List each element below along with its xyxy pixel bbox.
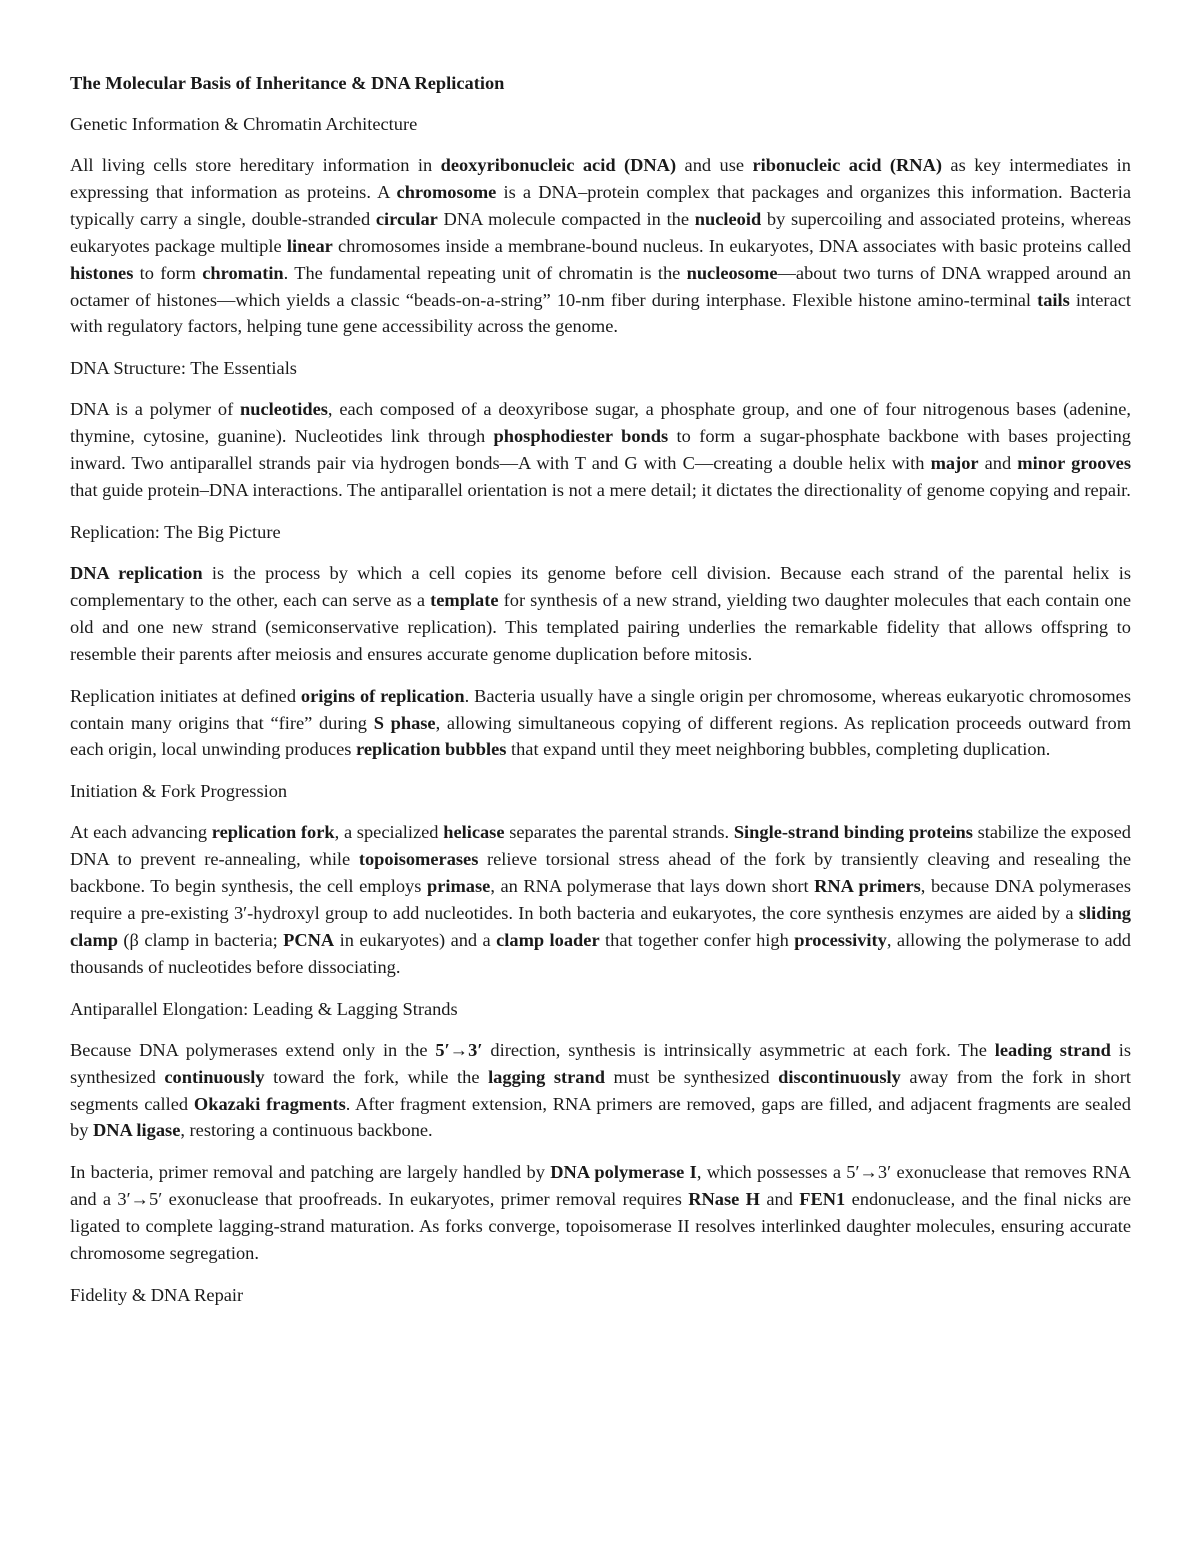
bold-term: Single-strand binding proteins — [733, 822, 973, 843]
text-run: In bacteria, primer removal and patching are largely handled by — [70, 1162, 551, 1183]
bold-term: replication bubbles — [356, 739, 507, 760]
text-run: —about two turns of DNA wrapped around an octamer of histones—which yields a classic “beads-on-a-string” 10-nm fiber during interphase. Flexible histone amino-terminal — [70, 262, 1131, 310]
bold-term: helicase — [443, 822, 505, 843]
bold-term: chromosome — [396, 181, 497, 202]
bold-term: ribonucleic acid (RNA) — [752, 155, 942, 175]
text-run: is the process by which a cell copies its genome before cell division. Because each strand of the parental helix is complementary to the other, each can serve as a — [70, 562, 1131, 610]
bold-term: template — [430, 589, 499, 610]
document-title: The Molecular Basis of Inheritance & DNA Replication — [70, 73, 505, 93]
section-heading: Replication: The Big Picture — [70, 521, 281, 542]
bold-term: RNase H — [688, 1189, 760, 1210]
text-run: that guide protein–DNA interactions. The antiparallel orientation is not a mere detail; it dictates the directionality of genome copying and repair. — [70, 480, 1131, 501]
bold-term: nucleosome — [686, 262, 778, 283]
bold-term: processivity — [794, 929, 887, 950]
text-run: , which possesses a 5′→3′ exonuclease that removes RNA and a 3′→5′ exonuclease that proofreads. In eukaryotes, primer removal requires — [70, 1162, 1131, 1210]
text-run: Replication initiates at defined — [70, 685, 301, 706]
bold-term: FEN1 — [799, 1189, 846, 1210]
bold-term: circular — [375, 208, 438, 229]
text-run: endonuclease, and the final nicks are ligated to complete lagging-strand maturation. As forks converge, topoisomerase II resolves interlinked daughter molecules, ensuring accurate chromosome segregation. — [70, 1189, 1132, 1264]
text-run: relieve torsional stress ahead of the fork by transiently cleaving and resealing the backbone. To begin synthesis, the cell employs — [70, 849, 1131, 897]
section-heading: Antiparallel Elongation: Leading & Lagging Strands — [70, 998, 458, 1019]
text-run: and — [759, 1189, 800, 1210]
text-run: away from the fork in short segments called — [70, 1066, 1131, 1114]
section-heading: Fidelity & DNA Repair — [70, 1285, 244, 1305]
bold-term: 5′→3′ — [435, 1039, 483, 1060]
text-run: . The fundamental repeating unit of chromatin is the — [283, 262, 687, 283]
text-run: and use — [676, 155, 753, 175]
bold-term: S phase — [373, 712, 436, 733]
document-body — [70, 111, 1131, 1308]
text-run: to form — [133, 262, 203, 283]
bold-term: continuously — [164, 1066, 265, 1087]
bold-term: minor grooves — [1017, 453, 1131, 474]
bold-term: PCNA — [283, 929, 335, 950]
text-run: DNA is a polymer of — [70, 399, 241, 420]
bold-term: primase — [426, 876, 491, 897]
bold-term: discontinuously — [778, 1066, 901, 1087]
text-run: , allowing the polymerase to add thousands of nucleotides before dissociating. — [70, 929, 1132, 977]
bold-term: RNA primers — [814, 876, 921, 897]
bold-term: nucleoid — [694, 208, 762, 229]
bold-term: linear — [286, 235, 333, 256]
bold-term: histones — [70, 262, 134, 283]
text-run: stabilize the exposed DNA to prevent re-annealing, while — [70, 822, 1131, 870]
text-run: . After fragment extension, RNA primers are removed, gaps are filled, and adjacent fragments are sealed by — [70, 1093, 1131, 1141]
bold-term: clamp loader — [496, 929, 600, 950]
body-paragraph — [70, 152, 1131, 340]
text-run: Because DNA polymerases extend only in the — [70, 1039, 436, 1060]
text-run: must be synthesized — [604, 1066, 779, 1087]
bold-term: leading strand — [994, 1039, 1111, 1060]
text-run: for synthesis of a new strand, yielding two daughter molecules that each contain one old and one new strand (semiconservative replication). This templated pairing underlies the remarkable fidelity that allows offspring to resemble their parents after meiosis and ensures accurate genome duplication before mitosis. — [70, 589, 1132, 664]
bold-term: chromatin — [202, 262, 284, 283]
body-paragraph — [70, 1037, 1131, 1145]
text-run: . Bacteria usually have a single origin per chromosome, whereas eukaryotic chromosomes contain many origins that “fire” during — [70, 685, 1132, 733]
bold-term: deoxyribonucleic acid (DNA) — [440, 155, 677, 175]
text-run: , an RNA polymerase that lays down short — [490, 876, 815, 897]
bold-term: replication fork — [211, 822, 335, 843]
text-run: by supercoiling and associated proteins, whereas eukaryotes package multiple — [70, 208, 1131, 256]
text-run: chromosomes inside a membrane-bound nucleus. In eukaryotes, DNA associates with basic proteins called — [332, 235, 1131, 256]
text-run: separates the parental strands. — [504, 822, 734, 843]
section-heading: Initiation & Fork Progression — [70, 781, 288, 802]
body-paragraph — [70, 683, 1131, 764]
text-run: and — [978, 453, 1018, 474]
text-run: , because DNA polymerases require a pre-existing 3′-hydroxyl group to add nucleotides. In both bacteria and eukaryotes, the core synthesis enzymes are aided by a — [70, 876, 1131, 924]
text-run: DNA molecule compacted in the — [437, 208, 695, 229]
text-run: At each advancing — [70, 822, 212, 843]
section-heading: DNA Structure: The Essentials — [70, 358, 297, 379]
text-run: is synthesized — [70, 1039, 1131, 1087]
bold-term: topoisomerases — [358, 849, 479, 870]
text-run: toward the fork, while the — [264, 1066, 489, 1087]
text-run: in eukaryotes) and a — [334, 929, 497, 950]
section-heading: Genetic Information & Chromatin Architecture — [70, 114, 418, 134]
bold-term: DNA polymerase I — [550, 1162, 697, 1183]
bold-term: DNA replication — [70, 562, 203, 583]
document-page — [70, 70, 1131, 1323]
text-run: direction, synthesis is intrinsically asymmetric at each fork. The — [482, 1039, 995, 1060]
text-run: , each composed of a deoxyribose sugar, a phosphate group, and one of four nitrogenous bases (adenine, thymine, cytosine, guanine). Nucleotides link through — [70, 399, 1131, 447]
text-run: , a specialized — [334, 822, 444, 843]
text-run: , allowing simultaneous copying of different regions. As replication proceeds outward from each origin, local unwinding produces — [70, 712, 1131, 760]
text-run: that together confer high — [599, 929, 795, 950]
text-run: that expand until they meet neighboring bubbles, completing duplication. — [506, 739, 1051, 760]
text-run: as key intermediates in expressing that information as proteins. A — [70, 155, 1131, 202]
bold-term: DNA ligase — [93, 1120, 181, 1141]
body-paragraph — [70, 560, 1131, 668]
text-run: to form a sugar-phosphate backbone with bases projecting inward. Two antiparallel strands pair via hydrogen bonds—A with T and G with C—creating a double helix with — [70, 426, 1131, 474]
bold-term: Okazaki fragments — [193, 1093, 346, 1114]
body-paragraph — [70, 819, 1131, 980]
bold-term: major — [930, 453, 979, 474]
bold-term: phosphodiester bonds — [493, 426, 669, 447]
bold-term: lagging strand — [488, 1066, 605, 1087]
bold-term: sliding clamp — [70, 903, 1131, 950]
body-paragraph — [70, 396, 1131, 504]
bold-term: tails — [1037, 289, 1070, 310]
body-paragraph — [70, 1159, 1131, 1267]
text-run: interact with regulatory factors, helping tune gene accessibility across the genome. — [70, 289, 1131, 337]
bold-term: origins of replication — [300, 685, 465, 706]
text-run: (β clamp in bacteria; — [118, 929, 284, 950]
text-run: is a DNA–protein complex that packages and organizes this information. Bacteria typically carry a single, double-stranded — [70, 181, 1132, 229]
bold-term: nucleotides — [240, 399, 328, 420]
text-run: All living cells store hereditary information in — [70, 155, 441, 175]
text-run: , restoring a continuous backbone. — [180, 1120, 433, 1141]
